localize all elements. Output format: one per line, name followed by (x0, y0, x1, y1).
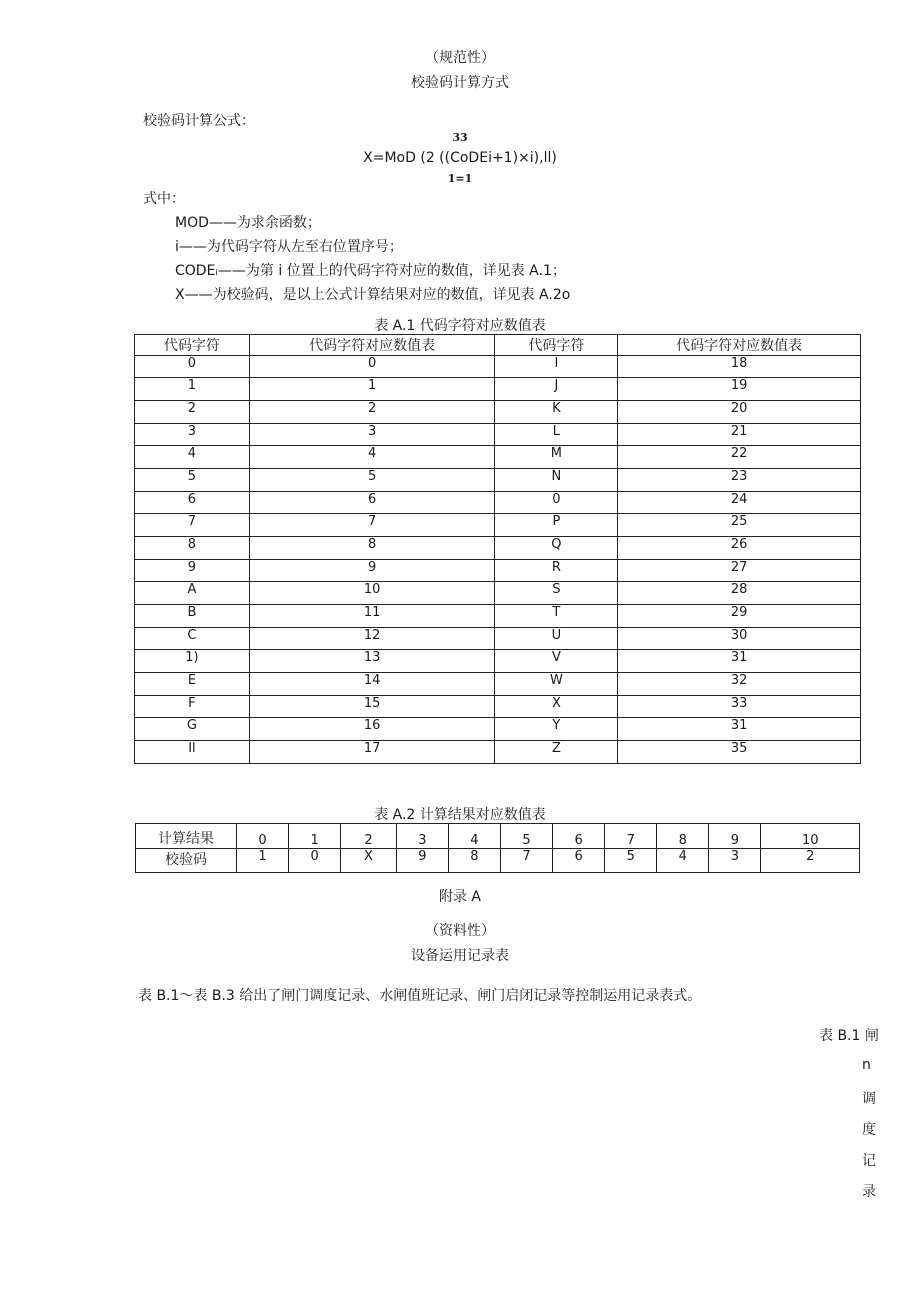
table-a1-cell: T (495, 605, 618, 628)
table-a1-row (135, 673, 861, 696)
table-a1-cell: 7 (135, 514, 250, 537)
table-a1-cell: A (135, 582, 250, 605)
table-a1-row (135, 514, 861, 537)
table-a2-cell: 7 (500, 849, 552, 873)
table-a2-cell: 10 (761, 824, 860, 849)
table-a1-cell: U (495, 628, 618, 650)
table-a1-row (135, 492, 861, 514)
table-a1-cell: P (495, 514, 618, 537)
table-a1-cell: 31 (618, 650, 861, 673)
table-a2-row-label: 校验码 (136, 849, 237, 873)
table-a2-row-label: 计算结果 (136, 824, 237, 849)
table-a1-cell: 8 (135, 537, 250, 560)
table-a2-cell: 6 (553, 849, 605, 873)
table-a1-cell: 33 (618, 696, 861, 718)
table-a1-cell: N (495, 469, 618, 492)
table-a1-caption: 表 A.1 代码字符对应数值表 (374, 318, 546, 334)
table-a1-cell: 19 (618, 378, 861, 401)
table-a1-cell: Y (495, 718, 618, 741)
table-a1-cell: 7 (249, 514, 495, 537)
table-a1-cell: 9 (135, 560, 250, 582)
table-a2-row (136, 824, 860, 849)
table-a1-cell: 6 (249, 492, 495, 514)
table-a1-header-row (135, 335, 861, 356)
table-a1-cell: 24 (618, 492, 861, 514)
definition-i: i——为代码字符从左至右位置序号； (175, 239, 403, 255)
table-a1-row (135, 650, 861, 673)
table-a2-cell: 5 (605, 849, 657, 873)
vertical-caption-char: 调 (862, 1091, 876, 1107)
table-a1-cell: R (495, 560, 618, 582)
table-a1-cell: 12 (249, 628, 495, 650)
table-a1-cell: W (495, 673, 618, 696)
definition-x: X——为校验码，是以上公式计算结果对应的数值，详见表 A.2o (175, 287, 571, 303)
table-a1-row (135, 378, 861, 401)
table-a2-cell: 0 (289, 849, 341, 873)
table-a1-row (135, 560, 861, 582)
table-a2-cell: 3 (396, 824, 448, 849)
table-a1-header-cell: 代码字符对应数值表 (618, 335, 861, 356)
table-a1-cell: 2 (249, 401, 495, 424)
table-a1-cell: 6 (135, 492, 250, 514)
table-a1-row (135, 401, 861, 424)
table-a1-row (135, 582, 861, 605)
table-a1-cell: Il (135, 741, 250, 764)
table-a1-row (135, 605, 861, 628)
table-a2-cell: 1 (289, 824, 341, 849)
table-a1-cell: 5 (249, 469, 495, 492)
table-a1-row (135, 446, 861, 469)
table-a1-cell: 31 (618, 718, 861, 741)
table-a1-cell: 26 (618, 537, 861, 560)
table-a2-cell: 2 (341, 824, 397, 849)
table-a2-cell: 8 (448, 849, 500, 873)
table-a1-cell: 3 (249, 424, 495, 446)
table-a1-cell: J (495, 378, 618, 401)
table-a1-cell: 0 (495, 492, 618, 514)
table-a1-cell: L (495, 424, 618, 446)
table-a1-cell: X (495, 696, 618, 718)
appendix-label: 附录 A (438, 889, 482, 905)
table-a1-cell: 18 (618, 356, 861, 378)
table-a1-cell: 0 (249, 356, 495, 378)
table-a2-cell: X (341, 849, 397, 873)
table-a1-row (135, 424, 861, 446)
table-a2-cell: 5 (500, 824, 552, 849)
vertical-caption-char: n (862, 1057, 871, 1073)
table-a1-cell: 25 (618, 514, 861, 537)
sum-upper-limit: 33 (452, 131, 468, 144)
table-a2-caption: 表 A.2 计算结果对应数值表 (374, 807, 546, 823)
table-a1-cell: Z (495, 741, 618, 764)
table-a1-cell: F (135, 696, 250, 718)
table-a2-cell: 9 (709, 824, 761, 849)
table-a1-cell: 16 (249, 718, 495, 741)
table-a2-row (136, 849, 860, 873)
table-a1-row (135, 718, 861, 741)
vertical-caption-char: 度 (862, 1122, 876, 1138)
table-b1-caption: 表 B.1 闸 (819, 1028, 879, 1044)
table-a1-cell: G (135, 718, 250, 741)
table-a1-cell: 21 (618, 424, 861, 446)
table-a1-cell: E (135, 673, 250, 696)
table-a1-cell: 1 (249, 378, 495, 401)
table-a1-row (135, 696, 861, 718)
table-a1-cell: K (495, 401, 618, 424)
table-a1-cell: C (135, 628, 250, 650)
table-a2-cell: 3 (709, 849, 761, 873)
table-a1 (134, 334, 861, 764)
table-a1-header-cell: 代码字符 (135, 335, 250, 356)
appendix-nature: （资料性） (425, 923, 495, 939)
table-a1-cell: 13 (249, 650, 495, 673)
table-a1-cell: V (495, 650, 618, 673)
table-a1-cell: S (495, 582, 618, 605)
table-a1-cell: 14 (249, 673, 495, 696)
table-a1-row (135, 741, 861, 764)
table-a2-cell: 2 (761, 849, 860, 873)
table-a1-cell: 3 (135, 424, 250, 446)
where-label: 式中： (143, 191, 185, 207)
table-a1-cell: 23 (618, 469, 861, 492)
table-a2-cell: 8 (657, 824, 709, 849)
table-a1-cell: 15 (249, 696, 495, 718)
check-formula: X=MoD (2 ((CoDEi+1)×i),ll) (363, 150, 557, 166)
annex-title: 校验码计算方式 (411, 75, 509, 91)
appendix-paragraph: 表 B.1～表 B.3 给出了闸门调度记录、水闸值班记录、闸门启闭记录等控制运用记录表式。 (138, 988, 702, 1004)
formula-intro: 校验码计算公式： (143, 113, 255, 129)
definition-code: CODEᵢ——为第 i 位置上的代码字符对应的数值，详见表 A.1； (175, 263, 566, 279)
definition-mod: MOD——为求余函数； (175, 215, 321, 231)
table-a1-cell: 22 (618, 446, 861, 469)
table-a2-cell: 6 (553, 824, 605, 849)
table-a1-cell: 9 (249, 560, 495, 582)
table-a2-cell: 4 (657, 849, 709, 873)
table-a1-cell: 35 (618, 741, 861, 764)
table-a1-cell: 1) (135, 650, 250, 673)
table-a1-cell: 28 (618, 582, 861, 605)
table-a1-cell: B (135, 605, 250, 628)
annex-nature: （规范性） (425, 50, 495, 66)
table-a1-header-cell: 代码字符 (495, 335, 618, 356)
table-a1-cell: 29 (618, 605, 861, 628)
table-a2-cell: 1 (237, 849, 289, 873)
table-a2-cell: 7 (605, 824, 657, 849)
table-a1-cell: 30 (618, 628, 861, 650)
table-a1-cell: 2 (135, 401, 250, 424)
table-a2 (135, 823, 860, 873)
table-a1-cell: 10 (249, 582, 495, 605)
table-a1-row (135, 628, 861, 650)
table-a1-header-cell: 代码字符对应数值表 (249, 335, 495, 356)
table-a1-row (135, 356, 861, 378)
table-a1-cell: 11 (249, 605, 495, 628)
table-a2-cell: 4 (448, 824, 500, 849)
table-a1-cell: M (495, 446, 618, 469)
table-a1-cell: 4 (249, 446, 495, 469)
table-a1-row (135, 469, 861, 492)
vertical-caption-char: 录 (862, 1184, 876, 1200)
table-a1-row (135, 537, 861, 560)
appendix-subtitle: 设备运用记录表 (411, 948, 509, 964)
sum-lower-limit: 1=1 (447, 172, 473, 185)
table-a1-cell: I (495, 356, 618, 378)
table-a1-cell: Q (495, 537, 618, 560)
table-a1-cell: 17 (249, 741, 495, 764)
table-a1-cell: 4 (135, 446, 250, 469)
table-a2-cell: 0 (237, 824, 289, 849)
table-a1-cell: 32 (618, 673, 861, 696)
table-a1-cell: 8 (249, 537, 495, 560)
table-a2-cell: 9 (396, 849, 448, 873)
table-a1-cell: 20 (618, 401, 861, 424)
table-a1-cell: 27 (618, 560, 861, 582)
table-a1-cell: 5 (135, 469, 250, 492)
table-a1-cell: 0 (135, 356, 250, 378)
vertical-caption-char: 记 (862, 1153, 876, 1169)
table-a1-cell: 1 (135, 378, 250, 401)
